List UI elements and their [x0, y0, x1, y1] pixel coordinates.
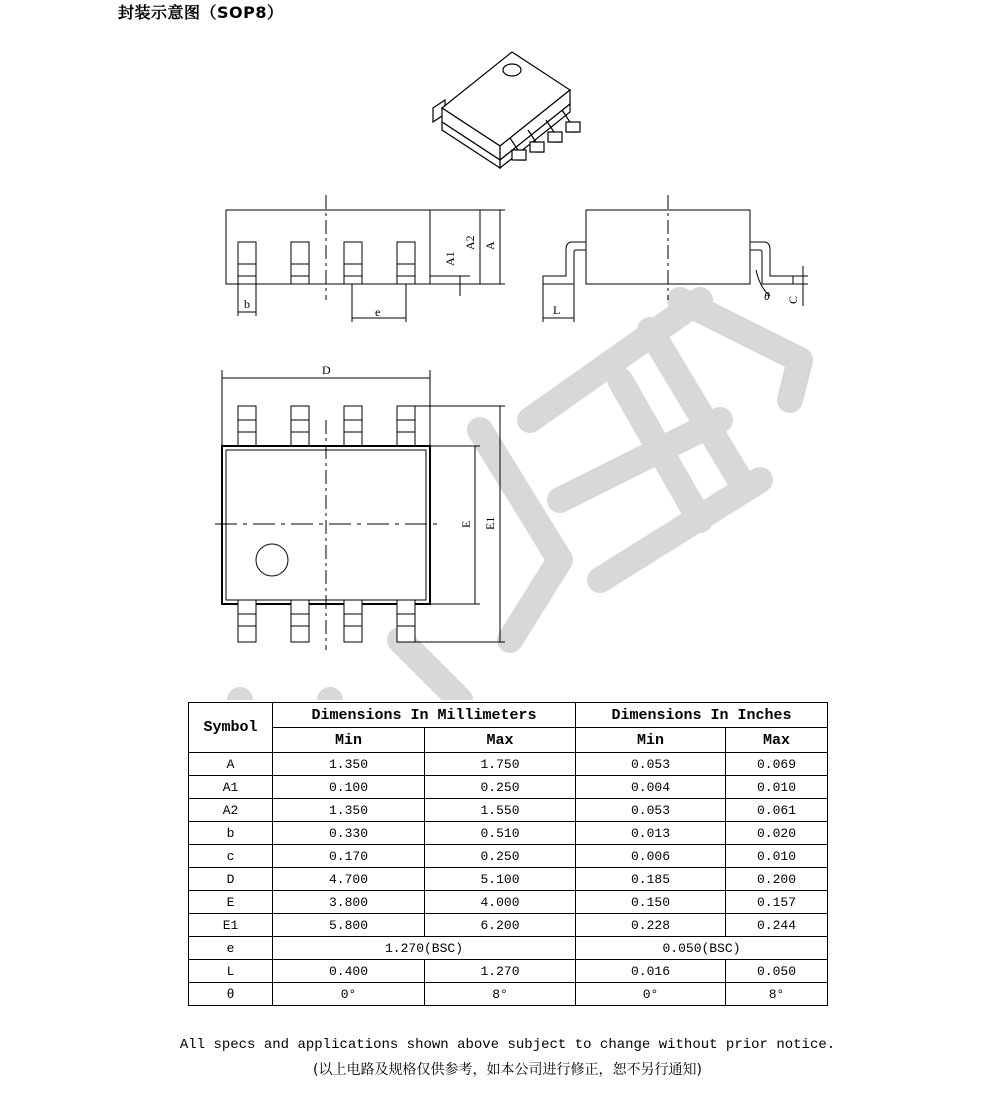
cell-mm-max: 1.270: [425, 960, 576, 983]
label-b: b: [244, 297, 250, 311]
cell-mm-min: 1.350: [273, 753, 425, 776]
cell-symbol: A2: [189, 799, 273, 822]
cell-mm-span: 1.270(BSC): [273, 937, 576, 960]
cell-in-max: 0.200: [726, 868, 828, 891]
header-symbol: Symbol: [189, 703, 273, 753]
front-view: [226, 195, 505, 322]
table-row: [189, 891, 828, 914]
header-in-min: Min: [576, 728, 726, 753]
cell-mm-max: 0.510: [425, 822, 576, 845]
cell-symbol: E1: [189, 914, 273, 937]
label-a: A: [483, 241, 497, 250]
cell-in-max: 0.050: [726, 960, 828, 983]
header-in-max: Max: [726, 728, 828, 753]
cell-symbol: e: [189, 937, 273, 960]
header-mm-min: Min: [273, 728, 425, 753]
cell-mm-min: 3.800: [273, 891, 425, 914]
table-row: [189, 937, 828, 960]
cell-mm-max: 5.100: [425, 868, 576, 891]
cell-mm-max: 1.550: [425, 799, 576, 822]
cell-mm-max: 8°: [425, 983, 576, 1006]
label-e: e: [375, 305, 381, 319]
cell-in-min: 0.150: [576, 891, 726, 914]
cell-mm-min: 0.400: [273, 960, 425, 983]
cell-in-max: 0.010: [726, 845, 828, 868]
cell-in-min: 0.004: [576, 776, 726, 799]
cell-in-max: 0.157: [726, 891, 828, 914]
cell-in-span: 0.050(BSC): [576, 937, 828, 960]
cell-in-min: 0.016: [576, 960, 726, 983]
label-theta: θ: [764, 289, 770, 303]
cell-in-max: 0.010: [726, 776, 828, 799]
cell-mm-max: 6.200: [425, 914, 576, 937]
header-inch: Dimensions In Inches: [576, 703, 828, 728]
header-mm-max: Max: [425, 728, 576, 753]
table-row: [189, 753, 828, 776]
table-row: [189, 776, 828, 799]
cell-in-min: 0.053: [576, 753, 726, 776]
table-row: [189, 868, 828, 891]
label-d: D: [322, 363, 331, 377]
cell-in-min: 0.053: [576, 799, 726, 822]
cell-in-min: 0°: [576, 983, 726, 1006]
label-c: C: [786, 295, 800, 304]
label-l: L: [553, 303, 561, 317]
cell-mm-max: 0.250: [425, 845, 576, 868]
footer-notice-cn: (以上电路及规格仅供参考，如本公司进行修正，恕不另行通知): [313, 1062, 702, 1078]
table-row: [189, 960, 828, 983]
cell-symbol: A1: [189, 776, 273, 799]
cell-in-max: 0.069: [726, 753, 828, 776]
table-row: [189, 983, 828, 1006]
table-row: [189, 799, 828, 822]
cell-mm-min: 5.800: [273, 914, 425, 937]
cell-in-max: 0.020: [726, 822, 828, 845]
cell-mm-max: 1.750: [425, 753, 576, 776]
cell-mm-min: 0.170: [273, 845, 425, 868]
cell-in-min: 0.228: [576, 914, 726, 937]
cell-in-max: 0.061: [726, 799, 828, 822]
cell-in-max: 0.244: [726, 914, 828, 937]
footer-notice: All specs and applications shown above subject to change without prior notice.: [179, 1037, 836, 1053]
cell-symbol: θ: [189, 983, 273, 1006]
table-row: [189, 914, 828, 937]
header-mm: Dimensions In Millimeters: [273, 703, 576, 728]
top-view: [215, 370, 505, 650]
cell-symbol: D: [189, 868, 273, 891]
cell-in-min: 0.006: [576, 845, 726, 868]
cell-mm-min: 0.100: [273, 776, 425, 799]
cell-mm-min: 1.350: [273, 799, 425, 822]
cell-symbol: b: [189, 822, 273, 845]
cell-symbol: A: [189, 753, 273, 776]
table-row: [189, 845, 828, 868]
cell-symbol: c: [189, 845, 273, 868]
label-e-body: E: [459, 520, 473, 528]
cell-mm-max: 0.250: [425, 776, 576, 799]
cell-mm-min: 4.700: [273, 868, 425, 891]
cell-symbol: L: [189, 960, 273, 983]
label-a2: A2: [463, 235, 477, 250]
page-title: 封装示意图（SOP8）: [118, 3, 284, 22]
cell-mm-min: 0°: [273, 983, 425, 1006]
cell-in-max: 8°: [726, 983, 828, 1006]
package-3d-view: [433, 52, 580, 168]
label-e1: E1: [483, 516, 497, 530]
cell-in-min: 0.185: [576, 868, 726, 891]
label-a1: A1: [443, 251, 457, 266]
table-row: [189, 822, 828, 845]
cell-mm-min: 0.330: [273, 822, 425, 845]
dimensions-table: [188, 702, 828, 1006]
cell-mm-max: 4.000: [425, 891, 576, 914]
cell-symbol: E: [189, 891, 273, 914]
cell-in-min: 0.013: [576, 822, 726, 845]
